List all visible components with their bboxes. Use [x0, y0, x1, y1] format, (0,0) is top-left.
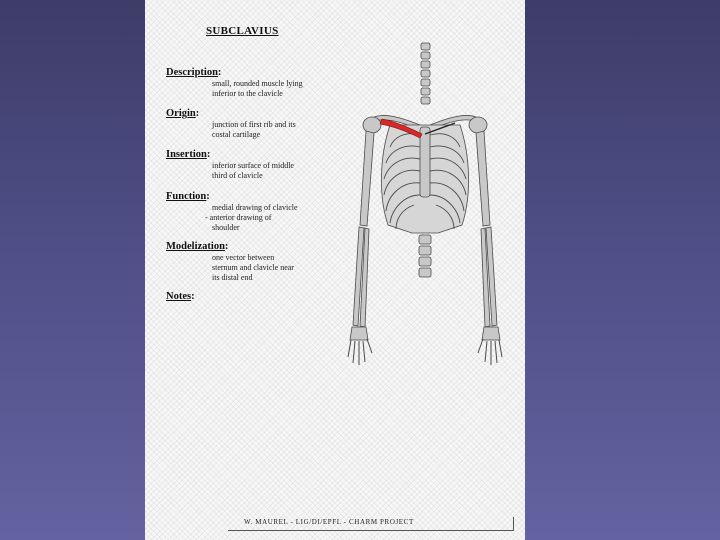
modelization-text: one vector between sternum and clavicle near its distal end — [212, 253, 294, 282]
origin-text: junction of first rib and its costal cartilage — [212, 120, 296, 139]
insertion-text: inferior surface of middle third of clavicle — [212, 161, 294, 180]
footer-rule-tick — [513, 517, 514, 531]
origin-heading: Origin — [166, 108, 196, 119]
notes-section: Notes: — [166, 291, 195, 302]
description-section: Description: small, rounded muscle lying inferior to the clavicle — [166, 67, 336, 99]
description-heading: Description — [166, 67, 218, 78]
modelization-heading: Modelization — [166, 241, 225, 252]
footer-rule — [228, 530, 514, 531]
page-title: SUBCLAVIUS — [206, 25, 279, 37]
origin-section: Origin: junction of first rib and its costal cartilage — [166, 108, 336, 140]
skeleton-illustration — [330, 35, 520, 390]
insertion-section: Insertion: inferior surface of middle third of clavicle — [166, 149, 336, 181]
description-text: small, rounded muscle lying inferior to the clavicle — [212, 79, 303, 98]
insertion-heading: Insertion — [166, 149, 207, 160]
notes-heading: Notes — [166, 291, 192, 302]
function-heading: Function — [166, 191, 207, 202]
footer-credit: W. MAUREL - LIG/DI/EPFL - CHARM PROJECT — [244, 518, 414, 526]
function-section: Function: medial drawing of clavicle - anterior drawing of shoulder — [166, 191, 336, 233]
function-text: medial drawing of clavicle - anterior drawing of shoulder — [205, 203, 298, 232]
modelization-section: Modelization: one vector between sternum and clavicle near its distal end — [166, 241, 336, 283]
